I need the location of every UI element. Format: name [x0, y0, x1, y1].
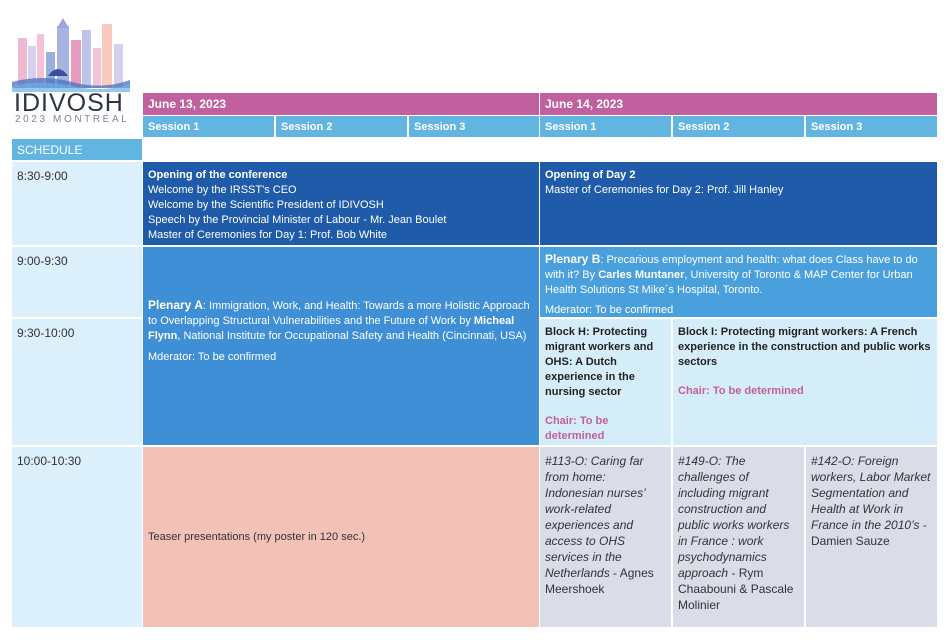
talk-title: #142-O: Foreign workers, Labor Market Segmentation and Health at Work in France in the 2010’s — [811, 454, 931, 532]
plenary-b-description: Plenary B: Precarious employment and health: what does Class have to do with it? By Carles Muntaner, University of Toronto & MAP Center for Urban Health Solutions St Mike´s Hospital, Toronto. — [545, 252, 918, 296]
plenary-b — [540, 247, 937, 317]
talk-cell — [806, 447, 937, 627]
talk-title: #113-O: Caring far from home: Indonesian nurses’ work-related experiences and access to OHS services in the Netherlands — [545, 454, 646, 580]
session-header: Session 1 — [540, 116, 671, 137]
day1-opening-line: Master of Ceremonies for Day 1: Prof. Bob White — [148, 229, 388, 241]
plenary-b-moderator: Mderator: To be confirmed — [545, 304, 674, 316]
talk-title: #149-O: The challenges of including migrant construction and public works workers in France : work psychodynamics approach — [678, 454, 790, 580]
day1-opening-line: Welcome by the Scientific President of IDIVOSH — [148, 199, 384, 211]
teaser-text: Teaser presentations (my poster in 120 sec.) — [148, 530, 366, 543]
session-header: Session 2 — [673, 116, 804, 137]
plenary-a-moderator: Mderator: To be confirmed — [148, 351, 277, 363]
plenary-a-speaker: Micheal Flynn — [148, 315, 515, 342]
day1-opening-title: Opening of the conference — [148, 169, 288, 181]
block-h-title: Block H: Protecting migrant workers and OHS: A Dutch experience in the nursing sector — [545, 326, 654, 398]
plenary-a-label: Plenary A — [148, 298, 203, 312]
day2-opening — [540, 162, 937, 245]
date-day1: June 13, 2023 — [143, 93, 539, 115]
block-i-title: Block I: Protecting migrant workers: A French experience in the construction and public works sectors — [678, 326, 931, 368]
day1-opening-line: Welcome by the IRSST's CEO — [148, 184, 297, 196]
block-i — [673, 319, 937, 445]
day1-opening — [143, 162, 539, 245]
talk-cell — [673, 447, 804, 627]
montreal-skyline-icon — [12, 16, 130, 96]
talk-author: - Damien Sauze — [811, 518, 927, 548]
time-slot: 9:00-9:30 — [12, 247, 142, 317]
talk-author: - Agnes Meershoek — [545, 566, 654, 596]
time-slot: 10:00-10:30 — [12, 447, 142, 627]
plenary-b-label: Plenary B — [545, 252, 601, 266]
session-header: Session 2 — [276, 116, 407, 137]
day2-opening-line: Master of Ceremonies for Day 2: Prof. Jill Hanley — [545, 184, 784, 196]
day2-opening-title: Opening of Day 2 — [545, 169, 636, 181]
logo-name: IDIVOSH — [14, 89, 124, 117]
day1-opening-line: Speech by the Provincial Minister of Labour - Mr. Jean Boulet — [148, 214, 447, 226]
session-header: Session 3 — [409, 116, 539, 137]
time-slot: 9:30-10:00 — [12, 319, 142, 445]
time-slot: 8:30-9:00 — [12, 162, 142, 245]
block-h — [540, 319, 671, 445]
session-header: Session 3 — [806, 116, 937, 137]
plenary-a — [143, 247, 539, 445]
block-h-chair: Chair: To be determined — [545, 415, 609, 442]
talk-author: - Rym Chaabouni & Pascale Molinier — [678, 566, 794, 612]
session-header: Session 1 — [143, 116, 274, 137]
date-day2: June 14, 2023 — [540, 93, 937, 115]
schedule-label: SCHEDULE — [12, 139, 142, 160]
teaser-presentations — [143, 447, 539, 627]
plenary-b-speaker: Carles Muntaner — [598, 269, 685, 281]
block-i-chair: Chair: To be determined — [678, 385, 804, 397]
logo-subtitle: 2023 MONTRÉAL — [15, 114, 130, 125]
plenary-a-description: Plenary A: Immigration, Work, and Health: Towards a more Holistic Approach to Overlapping Structural Vulnerabilities and the Future of Work by Micheal Flynn, National Institute for Occupational Safety and Health (Cincinnati, USA) — [148, 298, 530, 342]
talk-cell — [540, 447, 671, 627]
